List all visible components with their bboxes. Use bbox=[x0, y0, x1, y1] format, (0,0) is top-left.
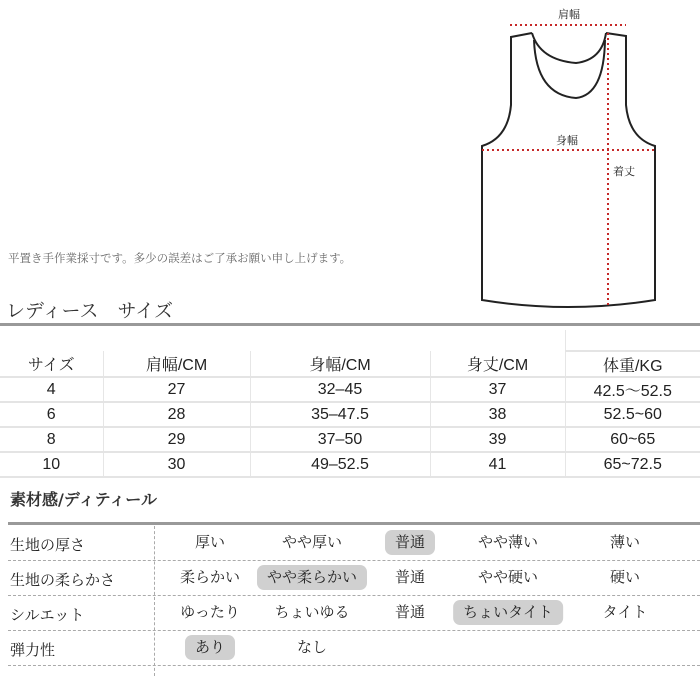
header-cell: 身丈/CM bbox=[430, 351, 565, 377]
table-cell: 27 bbox=[103, 377, 250, 402]
table-cell: 60~65 bbox=[565, 427, 700, 452]
table-cell: 41 bbox=[430, 452, 565, 477]
detail-row bbox=[8, 526, 700, 561]
header-cell: 身幅/CM bbox=[250, 351, 430, 377]
option: なし bbox=[296, 638, 328, 656]
detail-column-divider bbox=[154, 526, 155, 676]
table-row bbox=[0, 377, 700, 402]
selected-option: 普通 bbox=[385, 530, 435, 555]
tank-top-diagram bbox=[0, 0, 700, 320]
table-cell: 49–52.5 bbox=[250, 452, 430, 477]
table-cell: 37–50 bbox=[250, 427, 430, 452]
detail-row bbox=[8, 596, 700, 631]
selected-option: ちょいタイト bbox=[453, 600, 563, 625]
option: 柔らかい bbox=[179, 568, 241, 586]
option: 硬い bbox=[609, 568, 641, 586]
shoulder-label: 肩幅 bbox=[558, 8, 580, 21]
chest-label: 身幅 bbox=[556, 134, 578, 147]
table-row bbox=[0, 402, 700, 427]
selected-option: やや柔らかい bbox=[257, 565, 367, 590]
detail-row bbox=[8, 631, 700, 666]
option: やや硬い bbox=[477, 568, 539, 586]
table-cell: 39 bbox=[430, 427, 565, 452]
table-cell: 30 bbox=[103, 452, 250, 477]
detail-row bbox=[8, 561, 700, 596]
detail-row-label: シルエット bbox=[10, 606, 85, 624]
option: 薄い bbox=[609, 533, 641, 551]
measurement-note: 平置き手作業採寸です。多少の誤差はご了承お願い申し上げます。 bbox=[8, 251, 352, 265]
option: ちょいゆる bbox=[274, 603, 350, 621]
table-cell: 29 bbox=[103, 427, 250, 452]
table-header bbox=[0, 351, 700, 377]
detail-title: 素材感/ディティール bbox=[10, 490, 157, 509]
table-row bbox=[0, 452, 700, 477]
header-cell: サイズ bbox=[0, 351, 103, 377]
option: 厚い bbox=[194, 533, 226, 551]
detail-divider bbox=[8, 522, 700, 525]
table-cell: 42.5～52.5 bbox=[565, 377, 700, 402]
detail-row-label: 弾力性 bbox=[10, 641, 56, 659]
divider bbox=[0, 323, 700, 326]
length-label: 着丈 bbox=[613, 165, 635, 178]
option: やや厚い bbox=[281, 533, 343, 551]
option: 普通 bbox=[394, 568, 426, 586]
option: 普通 bbox=[394, 603, 426, 621]
table-cell: 28 bbox=[103, 402, 250, 427]
size-title: レディース サイズ bbox=[6, 300, 174, 322]
table-cell: 4 bbox=[0, 377, 103, 402]
table-cell: 35–47.5 bbox=[250, 402, 430, 427]
table-cell: 32–45 bbox=[250, 377, 430, 402]
table-cell: 6 bbox=[0, 402, 103, 427]
table-cell: 10 bbox=[0, 452, 103, 477]
table-cell: 37 bbox=[430, 377, 565, 402]
size-table bbox=[0, 330, 700, 478]
table-row bbox=[0, 427, 700, 452]
option: タイト bbox=[602, 603, 648, 621]
header-cell: 肩幅/CM bbox=[103, 351, 250, 377]
table-cell: 65~72.5 bbox=[565, 452, 700, 477]
detail-row-label: 生地の柔らかさ bbox=[10, 571, 116, 589]
table-cell: 38 bbox=[430, 402, 565, 427]
table-cell: 8 bbox=[0, 427, 103, 452]
selected-option: あり bbox=[185, 635, 235, 660]
option: やや薄い bbox=[477, 533, 539, 551]
header-cell: 体重/KG bbox=[565, 351, 700, 377]
table-cell: 52.5~60 bbox=[565, 402, 700, 427]
option: ゆったり bbox=[180, 603, 240, 621]
detail-row-label: 生地の厚さ bbox=[10, 536, 86, 554]
